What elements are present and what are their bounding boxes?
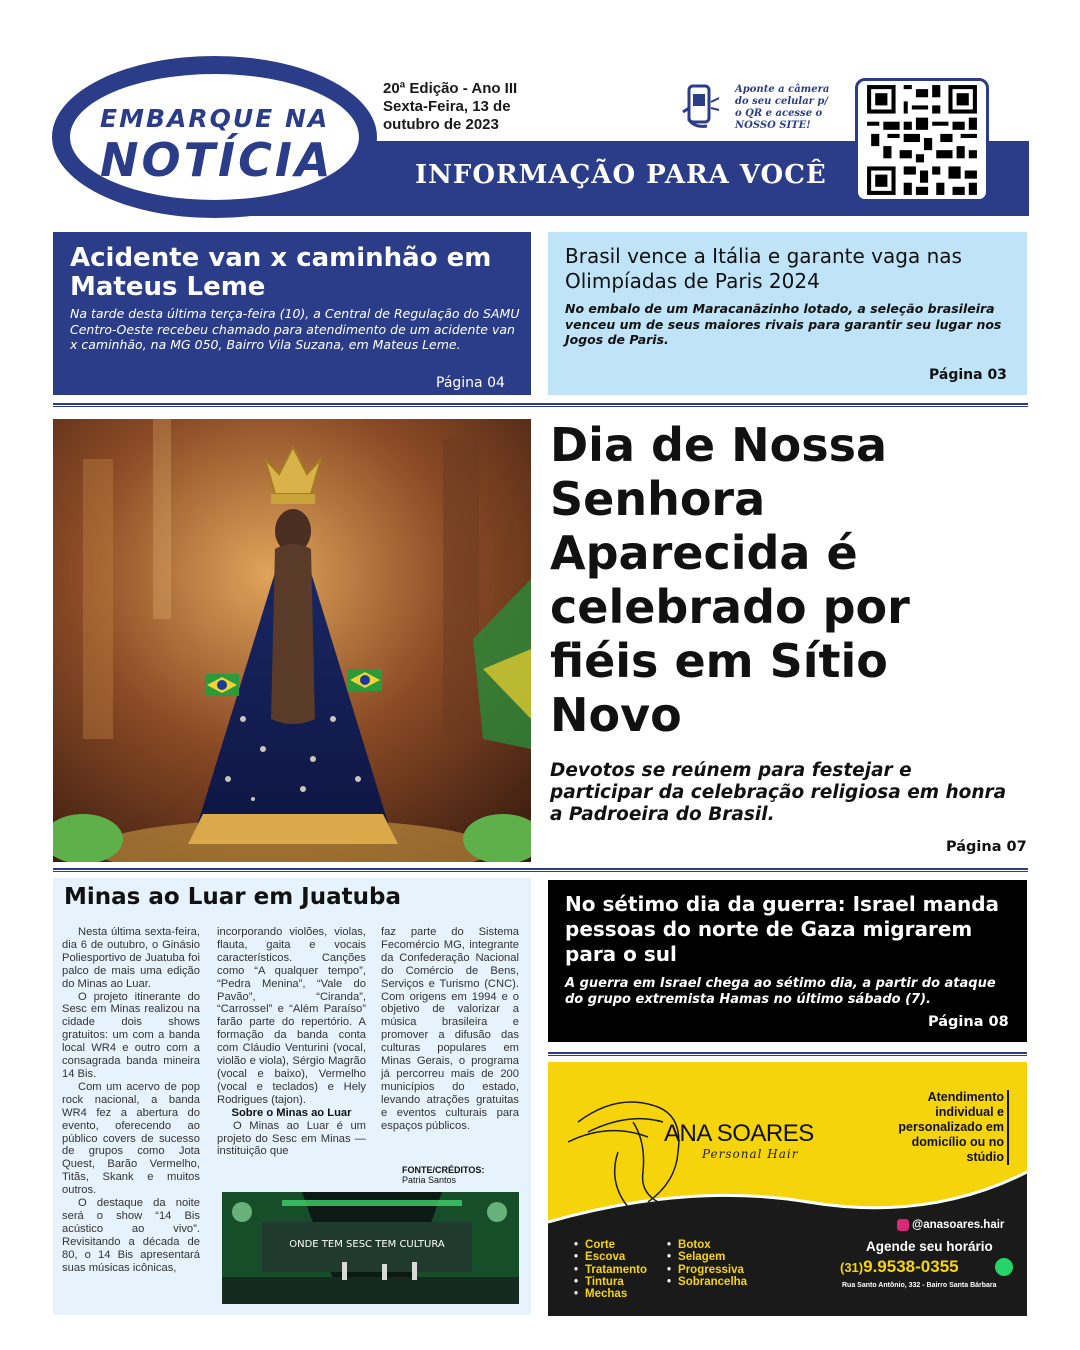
section-divider <box>548 1052 1027 1056</box>
main-page: Página 07 <box>946 839 1027 855</box>
story-israel-title: No sétimo dia da guerra: Israel manda pessoas do norte de Gaza migrarem para o sul <box>565 892 1000 966</box>
story-van-page: Página 04 <box>436 375 505 391</box>
qr-hint-line: do seu celular p/ <box>735 96 829 107</box>
ad-phone-number: 9.9538-0355 <box>863 1257 959 1276</box>
woman-silhouette-icon <box>568 1102 679 1207</box>
qr-hint <box>735 84 829 132</box>
ad-service-item: • Progressiva <box>667 1264 747 1276</box>
whatsapp-icon[interactable] <box>995 1258 1013 1276</box>
section-divider <box>53 403 1028 407</box>
ad-service-text: Atendimento individual e personalizado em domicílio ou no stúdio <box>898 1090 1004 1164</box>
ad-instagram[interactable] <box>897 1219 1004 1231</box>
main-headline[interactable]: Dia de Nossa Senhora Aparecida é celebrado por fiéis em Sítio Novo <box>550 418 910 742</box>
article-subheading: Sobre o Minas ao Luar <box>231 1106 352 1119</box>
ad-phone-prefix: (31) <box>840 1260 864 1275</box>
article-paragraph: faz parte do Sistema Fecomércio MG, integrante da Confederação Nacional do Comércio de Bens, Serviços e Turismo (CNC). Com origens em 1994 e o objetivo de valorizar a música brasileira e promover a difusão das culturas populares em Minas Gerais, o programa já percorreu mais de 200 municípios do estado, levando atrações gratuitas e eventos culturais para espaços públicos. <box>381 926 519 1132</box>
minas-column-3 <box>381 926 519 1133</box>
edition-date-line1: Sexta-Feira, 13 de <box>383 98 511 115</box>
logo-text-top: EMBARQUE NA <box>100 104 330 133</box>
instagram-icon <box>897 1219 909 1231</box>
phone-icon <box>681 82 721 130</box>
ad-cta: Agende seu horário <box>866 1239 993 1254</box>
ad-service-item: • Tratamento <box>574 1264 647 1276</box>
article-paragraph: Nesta última sexta-feira, dia 6 de outubro, o Ginásio Poliesportivo de Juatuba foi palco de mais uma edição do Minas ao Luar. <box>62 926 200 990</box>
ad-tagline: Personal Hair <box>702 1147 799 1161</box>
edition-date-line2: outubro de 2023 <box>383 116 499 133</box>
instagram-handle: @anasoares.hair <box>912 1219 1005 1232</box>
ad-brand: ANA SOARES <box>664 1120 814 1147</box>
edition-number: 20ª Edição - Ano III <box>383 80 518 97</box>
story-van-summary: Na tarde desta última terça-feira (10), a Central de Regulação do SAMU Centro-Oeste recebeu chamado para atendimento de um acidente van x caminhão, na MG 050, Bairro Vila Suzana, em Mateus Leme. <box>70 306 520 352</box>
qr-hint-line: NOSSO SITE! <box>735 120 811 131</box>
ad-divider <box>1007 1090 1009 1165</box>
article-paragraph: Com um acervo de pop rock nacional, a banda WR4 fez a abertura do evento, oferecendo ao público covers de sucesso de grupos como Jota Quest, Barão Vermelho, Titãs, Skank e muitos outros. <box>62 1080 200 1197</box>
ad-phone[interactable] <box>840 1257 959 1277</box>
edition-info <box>383 80 517 134</box>
ad-services-list-2 <box>667 1239 747 1288</box>
minas-headline[interactable]: Minas ao Luar em Juatuba <box>64 884 401 910</box>
aparecida-photo <box>53 419 531 862</box>
stage-photo <box>222 1192 519 1304</box>
credits-label: FONTE/CRÉDITOS: <box>402 1165 485 1175</box>
stage-banner-text: ONDE TEM SESC TEM CULTURA <box>289 1239 445 1250</box>
minas-column-1 <box>62 926 200 1274</box>
article-paragraph: incorporando violões, violas, flauta, gaita e vocais característicos. Canções como “A qualquer tempo”, “Pedra Menina”, “Vale do Pavão”, “Ciranda”, “Carrossel” e “Além Paraíso” farão parte do repertório. A formação da banda conta com Cláudio Venturini (vocal, violão e viola), Sérgio Magrão (vocal e baixo), Vermelho (vocal e teclados) e Hely Rodrigues (tajon). <box>217 926 366 1106</box>
story-volei-page: Página 03 <box>929 367 1007 383</box>
qr-hint-line: o QR e acesse o <box>735 108 823 119</box>
ad-service-item: • Botox <box>667 1239 747 1251</box>
ad-address: Rua Santo Antônio, 332 - Bairro Santa Bárbara <box>842 1282 997 1289</box>
minas-column-2 <box>217 926 366 1158</box>
qr-code[interactable] <box>855 78 989 202</box>
qr-hint-line: Aponte a câmera <box>735 84 830 95</box>
ad-service-item: • Mechas <box>574 1288 647 1300</box>
photo-credits <box>402 1165 484 1185</box>
ad-service-item: • Tintura <box>574 1276 647 1288</box>
ad-service-item: • Escova <box>574 1251 647 1263</box>
section-divider <box>53 868 1028 872</box>
credits-name: Patria Santos <box>402 1175 457 1185</box>
ad-service-item: • Selagem <box>667 1251 747 1263</box>
story-israel-page: Página 08 <box>928 1014 1009 1030</box>
article-paragraph: O destaque da noite será o show “14 Bis acústico ao vivo”. Revisitando a década de 80, o 14 Bis apresentará suas músicas icônicas, <box>62 1197 200 1274</box>
article-paragraph: O Minas ao Luar é um projeto do Sesc em Minas — instituição que <box>217 1119 366 1158</box>
story-israel-summary: A guerra em Israel chega ao sétimo dia, a partir do ataque do grupo extremista Hamas no último sábado (7). <box>565 976 996 1007</box>
story-volei-summary: No embalo de um Maracanãzinho lotado, a seleção brasileira venceu um de seus maiores rivais para garantir seu lugar nos Jogos de Paris. <box>565 301 1002 347</box>
ad-service-item: • Corte <box>574 1239 647 1251</box>
masthead-slogan: INFORMAÇÃO PARA VOCÊ <box>415 160 827 190</box>
main-subheadline: Devotos se reúnem para festejar e participar da celebração religiosa em honra a Padroeira do Brasil. <box>550 760 1007 825</box>
story-van-title: Acidente van x caminhão em Mateus Leme <box>70 243 492 302</box>
article-paragraph: O projeto itinerante do Sesc em Minas realizou na cidade dois shows gratuitos: um com a banda local WR4 e outro com a consagrada banda mineira 14 Bis. <box>62 990 200 1080</box>
ad-services-list-1 <box>574 1239 647 1300</box>
ad-service-item: • Sobrancelha <box>667 1276 747 1288</box>
logo-text-bottom: NOTÍCIA <box>100 133 334 187</box>
story-volei-title: Brasil vence a Itália e garante vaga nas Olimpíadas de Paris 2024 <box>565 244 962 293</box>
